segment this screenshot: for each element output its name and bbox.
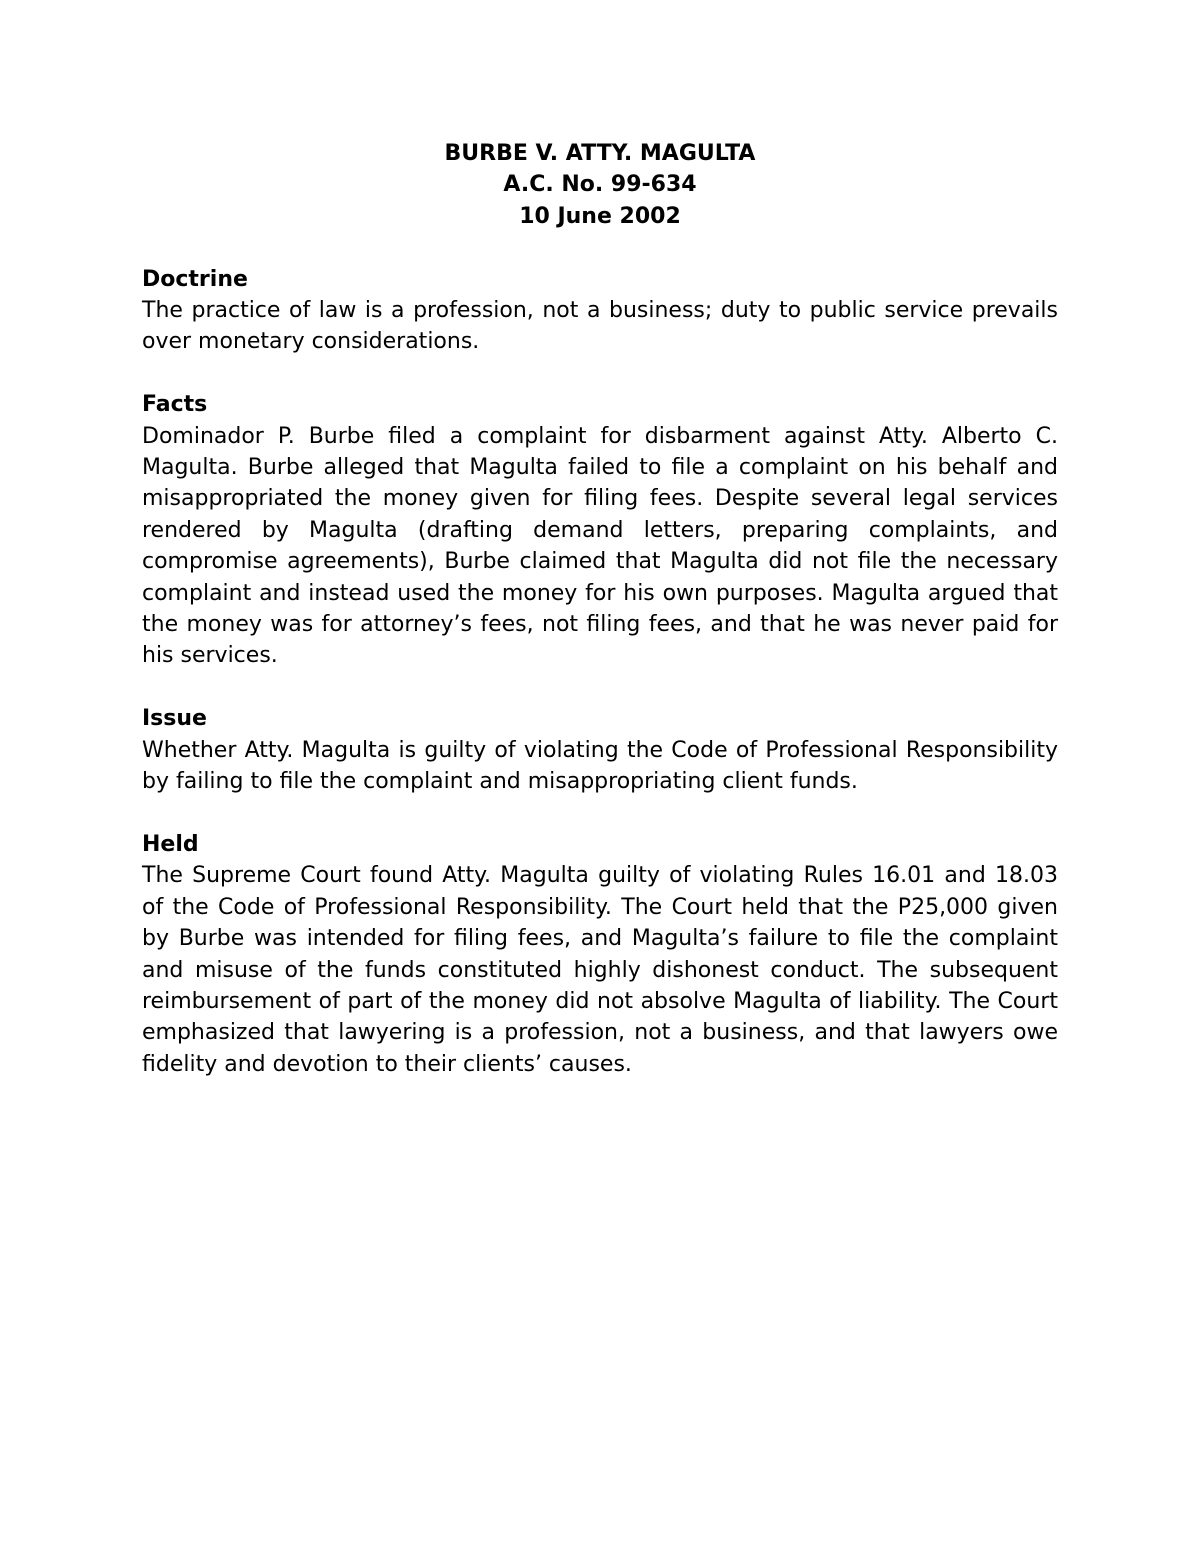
section-body: The Supreme Court found Atty. Magulta guilty of violating Rules 16.01 and 18.03 of the Code of Professional Responsibility. The Court held that the P25,000 given by Burbe was intended for filing fees, and Magulta’s failure to file the complaint and misuse of the funds constituted highly dishonest conduct. The subsequent reimbursement of part of the money did not absolve Magulta of liability. The Court emphasized that lawyering is a profession, not a business, and that lawyers owe fidelity and devotion to their clients’ causes. xyxy=(142,863,1058,1077)
section-body: The practice of law is a profession, not a business; duty to public service prevails over monetary considerations. xyxy=(142,298,1058,355)
section-doctrine xyxy=(142,264,1058,358)
document-page xyxy=(142,138,1058,1080)
section-facts xyxy=(142,389,1058,672)
section-heading: Issue xyxy=(142,706,207,732)
section-heading: Facts xyxy=(142,392,208,418)
section-issue xyxy=(142,703,1058,797)
section-body: Whether Atty. Magulta is guilty of violating the Code of Professional Responsibility by failing to file the complaint and misappropriating client funds. xyxy=(142,737,1058,795)
section-heading: Held xyxy=(142,831,199,857)
case-title: BURBE V. ATTY. MAGULTA xyxy=(444,141,756,166)
section-body: Dominador P. Burbe filed a complaint for disbarment against Atty. Alberto C. Magulta. Burbe alleged that Magulta failed to file a complaint on his behalf and misappropriated the money given for filing fees. Despite several legal services rendered by Magulta (drafting demand letters, preparing complaints, and compromise agreements), Burbe claimed that Magulta did not file the necessary complaint and instead used the money for his own purposes. Magulta argued that the money was for attorney’s fees, not filing fees, and that he was never paid for his services. xyxy=(142,423,1058,669)
case-date: 10 June 2002 xyxy=(519,203,681,229)
section-heading: Doctrine xyxy=(142,266,248,292)
case-number: A.C. No. 99-634 xyxy=(503,172,697,198)
document-header xyxy=(142,138,1058,232)
section-held xyxy=(142,829,1058,1080)
